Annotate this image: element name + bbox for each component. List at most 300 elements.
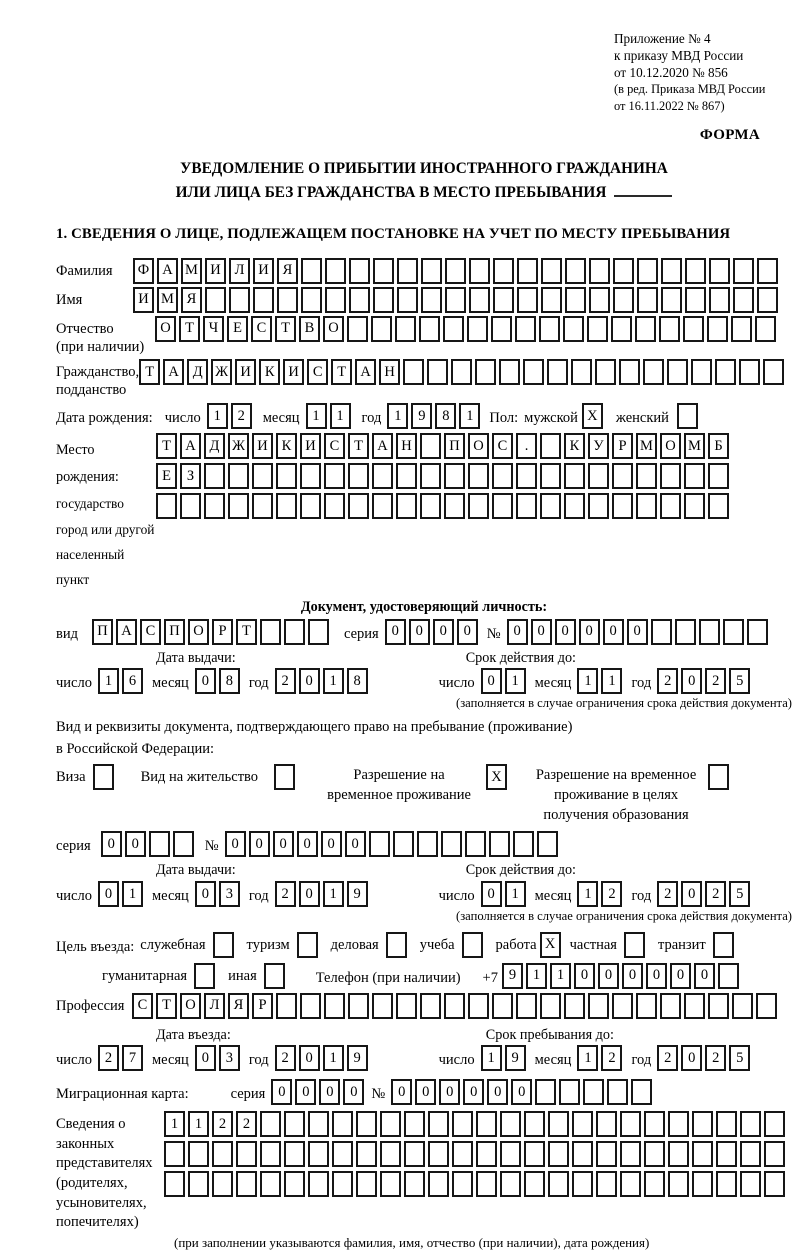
char-cell[interactable] [675, 619, 696, 645]
char-cell[interactable] [524, 1171, 545, 1197]
char-cell[interactable] [524, 1111, 545, 1137]
char-cell[interactable] [692, 1141, 713, 1167]
char-cell[interactable] [300, 993, 321, 1019]
char-cell[interactable]: С [492, 433, 513, 459]
char-cell[interactable]: Л [204, 993, 225, 1019]
char-cell[interactable] [349, 258, 370, 284]
char-cell[interactable] [348, 493, 369, 519]
residence-permit-checkbox[interactable] [274, 764, 295, 790]
char-cell[interactable] [420, 463, 441, 489]
char-cell[interactable]: 0 [439, 1079, 460, 1105]
char-cell[interactable] [475, 359, 496, 385]
char-cell[interactable]: 1 [188, 1111, 209, 1137]
char-cell[interactable] [537, 831, 558, 857]
char-cell[interactable] [444, 993, 465, 1019]
char-cell[interactable] [715, 359, 736, 385]
char-cell[interactable] [252, 463, 273, 489]
char-cell[interactable] [764, 1141, 785, 1167]
char-cell[interactable]: 1 [98, 668, 119, 694]
char-cell[interactable]: А [355, 359, 376, 385]
char-cell[interactable] [444, 493, 465, 519]
char-cell[interactable]: . [516, 433, 537, 459]
char-cell[interactable] [668, 1141, 689, 1167]
char-cell[interactable]: 0 [511, 1079, 532, 1105]
char-cell[interactable] [156, 493, 177, 519]
char-cell[interactable] [465, 831, 486, 857]
char-cell[interactable] [491, 316, 512, 342]
char-cell[interactable] [691, 359, 712, 385]
char-cell[interactable]: Ж [211, 359, 232, 385]
char-cell[interactable] [564, 493, 585, 519]
char-cell[interactable] [692, 1111, 713, 1137]
char-cell[interactable]: 0 [457, 619, 478, 645]
char-cell[interactable] [452, 1141, 473, 1167]
char-cell[interactable]: 1 [577, 881, 598, 907]
char-cell[interactable] [260, 1111, 281, 1137]
char-cell[interactable] [420, 433, 441, 459]
char-cell[interactable]: О [155, 316, 176, 342]
char-cell[interactable] [349, 287, 370, 313]
char-cell[interactable]: А [116, 619, 137, 645]
char-cell[interactable] [149, 831, 170, 857]
gender-female-checkbox[interactable] [677, 403, 698, 429]
char-cell[interactable] [301, 287, 322, 313]
char-cell[interactable]: 0 [481, 881, 502, 907]
char-cell[interactable] [420, 493, 441, 519]
char-cell[interactable] [572, 1171, 593, 1197]
char-cell[interactable]: 8 [347, 668, 368, 694]
char-cell[interactable]: 0 [249, 831, 270, 857]
char-cell[interactable] [756, 993, 777, 1019]
char-cell[interactable]: 1 [207, 403, 228, 429]
char-cell[interactable] [493, 258, 514, 284]
char-cell[interactable] [443, 316, 464, 342]
char-cell[interactable]: Т [348, 433, 369, 459]
char-cell[interactable] [564, 993, 585, 1019]
char-cell[interactable] [684, 993, 705, 1019]
char-cell[interactable] [547, 359, 568, 385]
business-checkbox[interactable] [386, 932, 407, 958]
char-cell[interactable] [356, 1141, 377, 1167]
char-cell[interactable] [229, 287, 250, 313]
char-cell[interactable] [396, 463, 417, 489]
transit-checkbox[interactable] [713, 932, 734, 958]
char-cell[interactable] [373, 287, 394, 313]
char-cell[interactable] [524, 1141, 545, 1167]
char-cell[interactable]: 0 [299, 1045, 320, 1071]
char-cell[interactable] [548, 1171, 569, 1197]
char-cell[interactable] [516, 993, 537, 1019]
char-cell[interactable] [708, 493, 729, 519]
char-cell[interactable] [393, 831, 414, 857]
char-cell[interactable]: С [132, 993, 153, 1019]
char-cell[interactable] [451, 359, 472, 385]
char-cell[interactable] [613, 287, 634, 313]
char-cell[interactable]: 1 [306, 403, 327, 429]
char-cell[interactable] [583, 1079, 604, 1105]
char-cell[interactable] [535, 1079, 556, 1105]
char-cell[interactable]: 0 [271, 1079, 292, 1105]
char-cell[interactable]: 9 [411, 403, 432, 429]
char-cell[interactable] [492, 993, 513, 1019]
char-cell[interactable]: 0 [681, 881, 702, 907]
char-cell[interactable]: 5 [729, 881, 750, 907]
char-cell[interactable]: 2 [705, 881, 726, 907]
char-cell[interactable] [173, 831, 194, 857]
char-cell[interactable] [644, 1171, 665, 1197]
char-cell[interactable] [276, 463, 297, 489]
char-cell[interactable]: 0 [98, 881, 119, 907]
char-cell[interactable] [276, 993, 297, 1019]
char-cell[interactable] [716, 1171, 737, 1197]
char-cell[interactable] [588, 463, 609, 489]
char-cell[interactable]: 0 [195, 1045, 216, 1071]
study-checkbox[interactable] [462, 932, 483, 958]
char-cell[interactable] [716, 1111, 737, 1137]
char-cell[interactable] [718, 963, 739, 989]
char-cell[interactable] [420, 993, 441, 1019]
char-cell[interactable] [699, 619, 720, 645]
char-cell[interactable]: 1 [577, 668, 598, 694]
char-cell[interactable]: 0 [531, 619, 552, 645]
char-cell[interactable] [723, 619, 744, 645]
char-cell[interactable] [515, 316, 536, 342]
char-cell[interactable] [325, 287, 346, 313]
char-cell[interactable] [637, 287, 658, 313]
char-cell[interactable]: Б [708, 433, 729, 459]
char-cell[interactable]: Ж [228, 433, 249, 459]
char-cell[interactable]: А [157, 258, 178, 284]
char-cell[interactable]: 0 [487, 1079, 508, 1105]
char-cell[interactable] [476, 1141, 497, 1167]
char-cell[interactable] [380, 1111, 401, 1137]
char-cell[interactable] [764, 1171, 785, 1197]
char-cell[interactable] [332, 1111, 353, 1137]
char-cell[interactable] [660, 993, 681, 1019]
char-cell[interactable] [212, 1171, 233, 1197]
char-cell[interactable]: 2 [98, 1045, 119, 1071]
char-cell[interactable] [324, 993, 345, 1019]
char-cell[interactable] [332, 1141, 353, 1167]
char-cell[interactable]: 0 [622, 963, 643, 989]
char-cell[interactable] [659, 316, 680, 342]
char-cell[interactable]: 2 [275, 1045, 296, 1071]
char-cell[interactable] [308, 1141, 329, 1167]
char-cell[interactable] [596, 1111, 617, 1137]
char-cell[interactable] [612, 993, 633, 1019]
char-cell[interactable]: Е [227, 316, 248, 342]
char-cell[interactable]: 0 [415, 1079, 436, 1105]
char-cell[interactable]: 0 [598, 963, 619, 989]
char-cell[interactable] [476, 1111, 497, 1137]
char-cell[interactable] [692, 1171, 713, 1197]
char-cell[interactable]: 0 [579, 619, 600, 645]
char-cell[interactable] [188, 1141, 209, 1167]
char-cell[interactable] [740, 1111, 761, 1137]
char-cell[interactable] [467, 316, 488, 342]
char-cell[interactable] [523, 359, 544, 385]
char-cell[interactable] [708, 993, 729, 1019]
char-cell[interactable]: 1 [122, 881, 143, 907]
char-cell[interactable]: И [205, 258, 226, 284]
char-cell[interactable]: Р [212, 619, 233, 645]
char-cell[interactable] [396, 993, 417, 1019]
char-cell[interactable] [516, 463, 537, 489]
char-cell[interactable] [631, 1079, 652, 1105]
char-cell[interactable]: Я [228, 993, 249, 1019]
char-cell[interactable]: С [324, 433, 345, 459]
char-cell[interactable] [733, 258, 754, 284]
char-cell[interactable]: 1 [459, 403, 480, 429]
char-cell[interactable] [620, 1171, 641, 1197]
char-cell[interactable] [589, 287, 610, 313]
char-cell[interactable]: 2 [212, 1111, 233, 1137]
char-cell[interactable] [380, 1141, 401, 1167]
char-cell[interactable] [619, 359, 640, 385]
char-cell[interactable]: И [235, 359, 256, 385]
char-cell[interactable] [499, 359, 520, 385]
char-cell[interactable] [180, 493, 201, 519]
char-cell[interactable] [517, 287, 538, 313]
char-cell[interactable] [228, 493, 249, 519]
char-cell[interactable]: 0 [297, 831, 318, 857]
char-cell[interactable] [733, 287, 754, 313]
char-cell[interactable] [301, 258, 322, 284]
char-cell[interactable]: 0 [319, 1079, 340, 1105]
char-cell[interactable] [253, 287, 274, 313]
char-cell[interactable]: 1 [387, 403, 408, 429]
char-cell[interactable]: 0 [295, 1079, 316, 1105]
char-cell[interactable] [324, 463, 345, 489]
char-cell[interactable] [276, 493, 297, 519]
char-cell[interactable]: 0 [391, 1079, 412, 1105]
char-cell[interactable]: О [468, 433, 489, 459]
char-cell[interactable] [445, 287, 466, 313]
char-cell[interactable]: 0 [681, 1045, 702, 1071]
char-cell[interactable]: Д [187, 359, 208, 385]
char-cell[interactable] [452, 1111, 473, 1137]
char-cell[interactable]: Т [275, 316, 296, 342]
char-cell[interactable] [204, 463, 225, 489]
char-cell[interactable]: 1 [550, 963, 571, 989]
other-checkbox[interactable] [264, 963, 285, 989]
char-cell[interactable]: А [180, 433, 201, 459]
char-cell[interactable]: 9 [347, 1045, 368, 1071]
char-cell[interactable]: Р [252, 993, 273, 1019]
char-cell[interactable] [548, 1111, 569, 1137]
char-cell[interactable] [500, 1141, 521, 1167]
char-cell[interactable]: И [133, 287, 154, 313]
char-cell[interactable] [356, 1111, 377, 1137]
char-cell[interactable] [452, 1171, 473, 1197]
char-cell[interactable] [541, 258, 562, 284]
char-cell[interactable] [397, 258, 418, 284]
char-cell[interactable]: 2 [275, 668, 296, 694]
char-cell[interactable] [635, 316, 656, 342]
char-cell[interactable]: М [181, 258, 202, 284]
char-cell[interactable]: З [180, 463, 201, 489]
char-cell[interactable]: 0 [694, 963, 715, 989]
char-cell[interactable] [284, 619, 305, 645]
char-cell[interactable] [372, 993, 393, 1019]
temp-residence-checkbox[interactable]: X [486, 764, 507, 790]
char-cell[interactable]: К [259, 359, 280, 385]
char-cell[interactable]: 7 [122, 1045, 143, 1071]
char-cell[interactable] [684, 463, 705, 489]
char-cell[interactable]: Я [277, 258, 298, 284]
char-cell[interactable]: К [564, 433, 585, 459]
char-cell[interactable] [284, 1171, 305, 1197]
char-cell[interactable]: В [299, 316, 320, 342]
char-cell[interactable] [468, 493, 489, 519]
char-cell[interactable]: 0 [681, 668, 702, 694]
char-cell[interactable] [731, 316, 752, 342]
char-cell[interactable] [740, 1141, 761, 1167]
char-cell[interactable]: 8 [219, 668, 240, 694]
char-cell[interactable]: 0 [299, 881, 320, 907]
char-cell[interactable] [572, 1141, 593, 1167]
char-cell[interactable]: Л [229, 258, 250, 284]
char-cell[interactable] [417, 831, 438, 857]
char-cell[interactable] [513, 831, 534, 857]
char-cell[interactable] [348, 993, 369, 1019]
char-cell[interactable] [396, 493, 417, 519]
char-cell[interactable]: Е [156, 463, 177, 489]
char-cell[interactable]: Н [396, 433, 417, 459]
char-cell[interactable] [668, 1111, 689, 1137]
char-cell[interactable] [469, 258, 490, 284]
char-cell[interactable] [588, 493, 609, 519]
char-cell[interactable] [212, 1141, 233, 1167]
char-cell[interactable] [636, 463, 657, 489]
char-cell[interactable] [709, 287, 730, 313]
char-cell[interactable]: М [636, 433, 657, 459]
char-cell[interactable] [613, 258, 634, 284]
char-cell[interactable]: И [253, 258, 274, 284]
char-cell[interactable] [607, 1079, 628, 1105]
char-cell[interactable] [637, 258, 658, 284]
char-cell[interactable] [252, 493, 273, 519]
private-checkbox[interactable] [624, 932, 645, 958]
char-cell[interactable]: 2 [236, 1111, 257, 1137]
char-cell[interactable] [539, 316, 560, 342]
char-cell[interactable] [757, 287, 778, 313]
char-cell[interactable] [468, 993, 489, 1019]
char-cell[interactable] [371, 316, 392, 342]
char-cell[interactable]: Ф [133, 258, 154, 284]
char-cell[interactable] [540, 493, 561, 519]
char-cell[interactable]: О [660, 433, 681, 459]
char-cell[interactable] [441, 831, 462, 857]
char-cell[interactable] [683, 316, 704, 342]
char-cell[interactable] [204, 493, 225, 519]
char-cell[interactable] [747, 619, 768, 645]
char-cell[interactable] [421, 258, 442, 284]
char-cell[interactable] [493, 287, 514, 313]
char-cell[interactable] [228, 463, 249, 489]
char-cell[interactable] [757, 258, 778, 284]
tourism-checkbox[interactable] [297, 932, 318, 958]
char-cell[interactable] [661, 258, 682, 284]
char-cell[interactable]: П [444, 433, 465, 459]
char-cell[interactable]: 1 [577, 1045, 598, 1071]
char-cell[interactable] [651, 619, 672, 645]
char-cell[interactable]: Т [156, 993, 177, 1019]
char-cell[interactable] [236, 1171, 257, 1197]
char-cell[interactable] [667, 359, 688, 385]
char-cell[interactable]: 1 [526, 963, 547, 989]
char-cell[interactable]: 2 [705, 1045, 726, 1071]
char-cell[interactable]: О [188, 619, 209, 645]
char-cell[interactable]: 9 [347, 881, 368, 907]
char-cell[interactable] [236, 1141, 257, 1167]
char-cell[interactable]: Ч [203, 316, 224, 342]
char-cell[interactable] [661, 287, 682, 313]
char-cell[interactable] [421, 287, 442, 313]
char-cell[interactable]: 0 [299, 668, 320, 694]
char-cell[interactable]: О [180, 993, 201, 1019]
char-cell[interactable] [660, 493, 681, 519]
char-cell[interactable]: 0 [433, 619, 454, 645]
char-cell[interactable] [164, 1141, 185, 1167]
char-cell[interactable] [764, 1111, 785, 1137]
char-cell[interactable]: 2 [657, 668, 678, 694]
char-cell[interactable] [540, 433, 561, 459]
char-cell[interactable]: С [307, 359, 328, 385]
char-cell[interactable] [308, 619, 329, 645]
char-cell[interactable]: 0 [343, 1079, 364, 1105]
char-cell[interactable] [332, 1171, 353, 1197]
char-cell[interactable] [468, 463, 489, 489]
char-cell[interactable] [564, 463, 585, 489]
char-cell[interactable]: 2 [657, 1045, 678, 1071]
char-cell[interactable] [587, 316, 608, 342]
char-cell[interactable]: 2 [231, 403, 252, 429]
char-cell[interactable] [620, 1141, 641, 1167]
char-cell[interactable] [740, 1171, 761, 1197]
char-cell[interactable]: 1 [323, 1045, 344, 1071]
char-cell[interactable] [260, 619, 281, 645]
char-cell[interactable] [588, 993, 609, 1019]
char-cell[interactable] [372, 493, 393, 519]
char-cell[interactable]: И [283, 359, 304, 385]
char-cell[interactable] [260, 1171, 281, 1197]
char-cell[interactable]: 0 [627, 619, 648, 645]
char-cell[interactable] [716, 1141, 737, 1167]
char-cell[interactable] [685, 287, 706, 313]
char-cell[interactable]: 0 [507, 619, 528, 645]
char-cell[interactable] [685, 258, 706, 284]
char-cell[interactable]: Т [156, 433, 177, 459]
char-cell[interactable] [445, 258, 466, 284]
char-cell[interactable] [708, 463, 729, 489]
char-cell[interactable]: 1 [323, 668, 344, 694]
char-cell[interactable] [444, 463, 465, 489]
char-cell[interactable]: К [276, 433, 297, 459]
char-cell[interactable] [668, 1171, 689, 1197]
char-cell[interactable] [427, 359, 448, 385]
char-cell[interactable]: Т [179, 316, 200, 342]
char-cell[interactable] [540, 463, 561, 489]
char-cell[interactable]: 9 [505, 1045, 526, 1071]
char-cell[interactable] [563, 316, 584, 342]
char-cell[interactable] [300, 493, 321, 519]
char-cell[interactable]: 0 [125, 831, 146, 857]
char-cell[interactable] [395, 316, 416, 342]
char-cell[interactable] [548, 1141, 569, 1167]
char-cell[interactable]: 5 [729, 668, 750, 694]
humanitarian-checkbox[interactable] [194, 963, 215, 989]
